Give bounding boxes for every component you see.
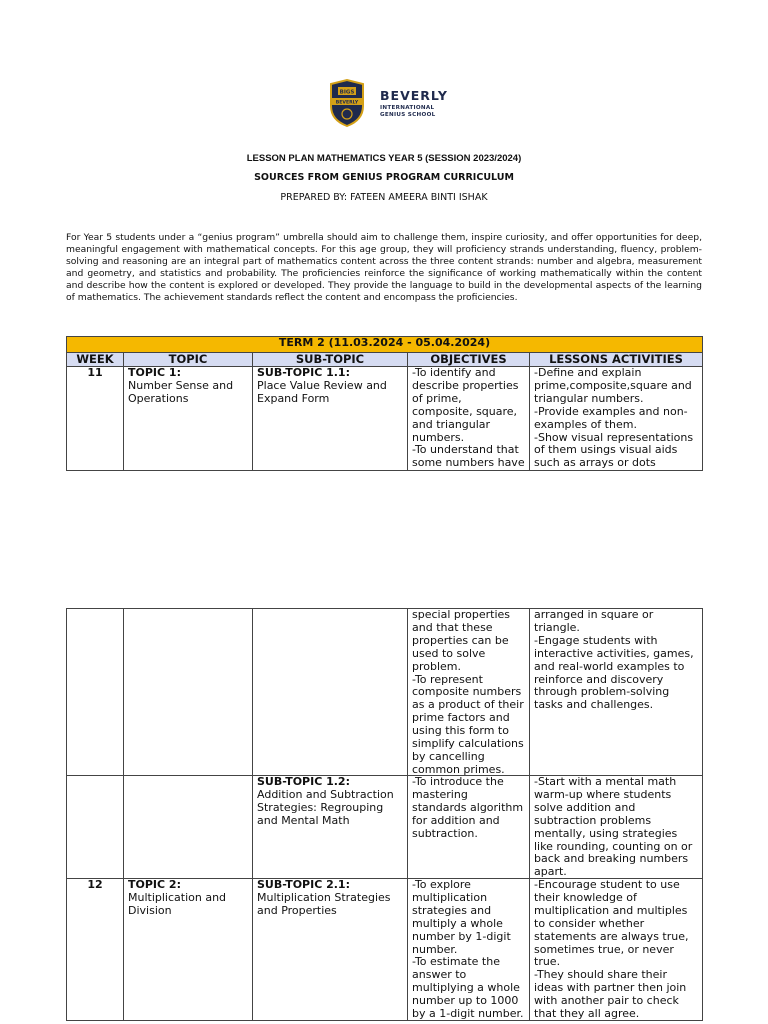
topic-name: Multiplication and Division [128,890,227,917]
sub-topic-name: Place Value Review and Expand Form [257,378,387,405]
objectives-cell [408,879,530,1021]
cell-line: -To understand that some numbers have [412,443,525,470]
activities-text [534,367,698,470]
activities-cell [530,879,703,1021]
sub-topic-name: Multiplication Strategies and Properties [257,890,391,917]
term-row [67,337,703,353]
header-objectives: OBJECTIVES [408,353,530,367]
school-subtitle-line2: GENIUS SCHOOL [380,112,436,118]
cell-line: -They should share their ideas with partner then join with another pair to check that they all agree. [534,968,687,1020]
cell-line: -Provide examples and non-examples of them. [534,404,688,431]
sub-topic-cell [253,609,408,776]
school-name: BEVERLY [380,88,448,103]
sub-topic-title: SUB-TOPIC 2.1: [257,878,350,891]
topic-title: TOPIC 1: [128,366,181,379]
sub-topic-cell [253,879,408,1021]
cell-line: -To estimate the answer to multiplying a whole number up to 1000 by a 1-digit number. [412,955,524,1020]
cell-line: -To represent composite numbers as a product of their prime factors and using this form to simplify calculations by cancelling common primes. [412,672,524,775]
header-week: WEEK [67,353,124,367]
topic-cell [124,609,253,776]
lesson-plan-table-page2 [66,608,703,1021]
sub-topic-title: SUB-TOPIC 1.2: [257,775,350,788]
objectives-text [412,609,525,775]
activities-cell [530,776,703,879]
header-topic: TOPIC [124,353,253,367]
topic-name: Number Sense and Operations [128,378,234,405]
sub-topic-title: SUB-TOPIC 1.1: [257,366,350,379]
school-subtitle-line1: INTERNATIONAL [380,105,435,111]
topic-cell [124,367,253,471]
term-label: TERM 2 (11.03.2024 - 05.04.2024) [67,337,703,353]
school-logo [327,78,452,130]
week-cell [67,609,124,776]
objectives-text [412,879,525,1020]
cell-line: -Encourage student to use their knowledge of multiplication and multiples to consider whether statements are always true, sometimes true, or never true. [534,879,689,969]
cell-line: -Define and explain prime,composite,square and triangular numbers. [534,367,692,405]
prepared-by-line: PREPARED BY: FATEEN AMEERA BINTI ISHAK [280,192,488,203]
objectives-cell [408,367,530,471]
table-row [67,776,703,879]
cell-line: -Engage students with interactive activities, games, and real-world examples to reinforce and discovery through problem-solving tasks and challenges. [534,633,694,712]
objectives-cell [408,776,530,879]
cell-line: special properties and that these properties can be used to solve problem. [412,609,511,673]
document-title: LESSON PLAN MATHEMATICS YEAR 5 (SESSION 2023/2024) [246,153,522,164]
topic-cell [124,776,253,879]
activities-text [534,776,698,878]
activities-cell [530,609,703,776]
activities-text [534,879,698,1020]
header-lessons-activities: LESSONS ACTIVITIES [530,353,703,367]
objectives-text [412,367,525,470]
week-cell [67,776,124,879]
school-crest-icon [327,78,367,128]
week-cell: 11 [67,367,124,471]
table-row [67,609,703,776]
cell-line: -To identify and describe properties of prime, composite, square, and triangular numbers. [412,367,519,444]
objectives-cell [408,609,530,776]
sub-topic-name: Addition and Subtraction Strategies: Regrouping and Mental Math [257,787,394,827]
column-header-row [67,353,703,367]
sources-line: SOURCES FROM GENIUS PROGRAM CURRICULUM [254,172,514,183]
sub-topic-cell [253,367,408,471]
cell-line: -To explore multiplication strategies and multiply a whole number by 1-digit number. [412,879,511,956]
topic-title: TOPIC 2: [128,878,181,891]
topic-cell [124,879,253,1021]
table-row [67,879,703,1021]
cell-line: arranged in square or triangle. [534,609,654,634]
activities-cell [530,367,703,471]
cell-line: -Start with a mental math warm-up where students solve addition and subtraction problems mentally, using strategies like rounding, counting on or back and breaking numbers apart. [534,776,693,878]
cell-line: -To introduce the mastering standards algorithm for addition and subtraction. [412,776,524,840]
crest-band-text: BEVERLY [335,100,359,106]
cell-line: -Show visual representations of them usings visual aids such as arrays or dots [534,430,694,470]
week-cell: 12 [67,879,124,1021]
intro-paragraph: For Year 5 students under a “genius program” umbrella should aim to challenge them, inspire curiosity, and offer opportunities for deep, meaningful engagement with mathematical concepts. For this age group, they will proficiency strands understanding, fluency, problem-solving and reasoning are an integral part of mathematics content across the three content strands: number and algebra, measurement and geometry, and statistics and probability. The proficiencies reinforce the significance of working mathematically within the content and describe how the content is explored or developed. They provide the language to build in the developmental aspects of the learning of mathematics. The achievement standards reflect the content and encompass the proficiencies. [66,232,702,303]
crest-text: BIGS [339,89,355,96]
activities-text [534,609,698,775]
sub-topic-cell [253,776,408,879]
table-row [67,367,703,471]
school-subtitle [380,105,435,119]
header-sub-topic: SUB-TOPIC [253,353,408,367]
lesson-plan-table-page1 [66,336,703,471]
objectives-text [412,776,525,878]
